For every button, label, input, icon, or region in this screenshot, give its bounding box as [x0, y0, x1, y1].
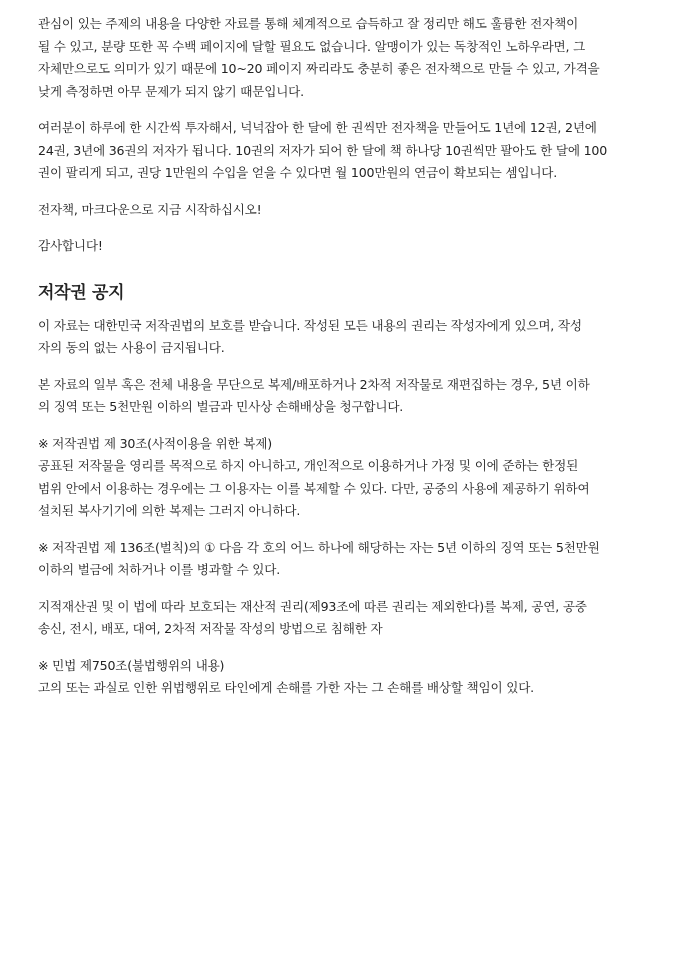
text-line: 범위 안에서 이용하는 경우에는 그 이용자는 이를 복제할 수 있다. 다만, 공중의 사용에 제공하기 위하여 — [38, 480, 590, 496]
text-line: 의 징역 또는 5천만원 이하의 벌금과 민사상 손해배상을 청구합니다. — [38, 399, 404, 414]
text-line: ※ 저작권법 제 136조(벌칙)의 ① 다음 각 호의 어느 하나에 해당하는 자는 5년 이하의 징역 또는 5천만원 — [38, 539, 600, 555]
copyright-heading: 저작권 공지 — [38, 282, 125, 303]
text-line: 자체만으로도 의미가 있기 때문에 10~20 페이지 짜리라도 충분히 좋은 전자책으로 만들 수 있고, 가격을 — [38, 61, 600, 76]
text-line: 송신, 전시, 배포, 대여, 2차적 저작물 작성의 방법으로 침해한 자 — [38, 621, 383, 636]
text-line: 이 자료는 대한민국 저작권법의 보호를 받습니다. 작성된 모든 내용의 권리는 작성자에게 있으며, 작성 — [38, 317, 582, 333]
law-article-30 — [38, 433, 640, 523]
copyright-paragraph-1 — [38, 315, 640, 360]
text-line: 감사합니다! — [38, 238, 103, 253]
text-line: 24권, 3년에 36권의 저자가 됩니다. 10권의 저자가 되어 한 달에 책 하나당 10권씩만 팔아도 한 달에 100 — [38, 142, 608, 158]
text-line: 설치된 복사기기에 의한 복제는 그러지 아니하다. — [38, 503, 301, 518]
intro-call-to-action — [38, 199, 640, 222]
text-line: 여러분이 하루에 한 시간씩 투자해서, 넉넉잡아 한 달에 한 권씩만 전자책을 만들어도 1년에 12권, 2년에 — [38, 120, 597, 135]
law-article-136-detail — [38, 596, 640, 641]
law-title: ※ 민법 제750조(불법행위의 내용) — [38, 657, 225, 673]
civil-law-article-750 — [38, 655, 640, 700]
intro-paragraph-2 — [38, 117, 640, 185]
copyright-paragraph-2 — [38, 374, 640, 419]
law-title: ※ 저작권법 제 30조(사적이용을 위한 복제) — [38, 435, 272, 451]
text-line: 지적재산권 및 이 법에 따라 보호되는 재산적 권리(제93조에 따른 권리는 제외한다)를 복제, 공연, 공중 — [38, 598, 587, 614]
text-line: 관심이 있는 주제의 내용을 다양한 자료를 통해 체계적으로 습득하고 잘 정리만 해도 훌륭한 전자책이 — [38, 16, 579, 31]
law-article-136 — [38, 537, 640, 582]
intro-paragraph-1 — [38, 13, 640, 103]
text-line: 전자책, 마크다운으로 지금 시작하십시오! — [38, 201, 262, 217]
text-line: 고의 또는 과실로 인한 위법행위로 타인에게 손해를 가한 자는 그 손해를 배상할 책임이 있다. — [38, 680, 534, 695]
text-line: 본 자료의 일부 혹은 전체 내용을 무단으로 복제/배포하거나 2차적 저작물로 재편집하는 경우, 5년 이하 — [38, 376, 590, 392]
text-line: 자의 동의 없는 사용이 금지됩니다. — [38, 340, 225, 355]
text-line: 낮게 측정하면 아무 문제가 되지 않기 때문입니다. — [38, 83, 304, 99]
text-line: 권이 팔리게 되고, 권당 1만원의 수입을 얻을 수 있다면 월 100만원의 연금이 확보되는 셈입니다. — [38, 165, 558, 180]
text-line: 공표된 저작물을 영리를 목적으로 하지 아니하고, 개인적으로 이용하거나 가정 및 이에 준하는 한정된 — [38, 458, 579, 473]
intro-thanks — [38, 235, 640, 258]
text-line: 이하의 벌금에 처하거나 이를 병과할 수 있다. — [38, 562, 281, 577]
text-line: 될 수 있고, 분량 또한 꼭 수백 페이지에 달할 필요도 없습니다. 알맹이가 있는 독창적인 노하우라면, 그 — [38, 38, 586, 54]
